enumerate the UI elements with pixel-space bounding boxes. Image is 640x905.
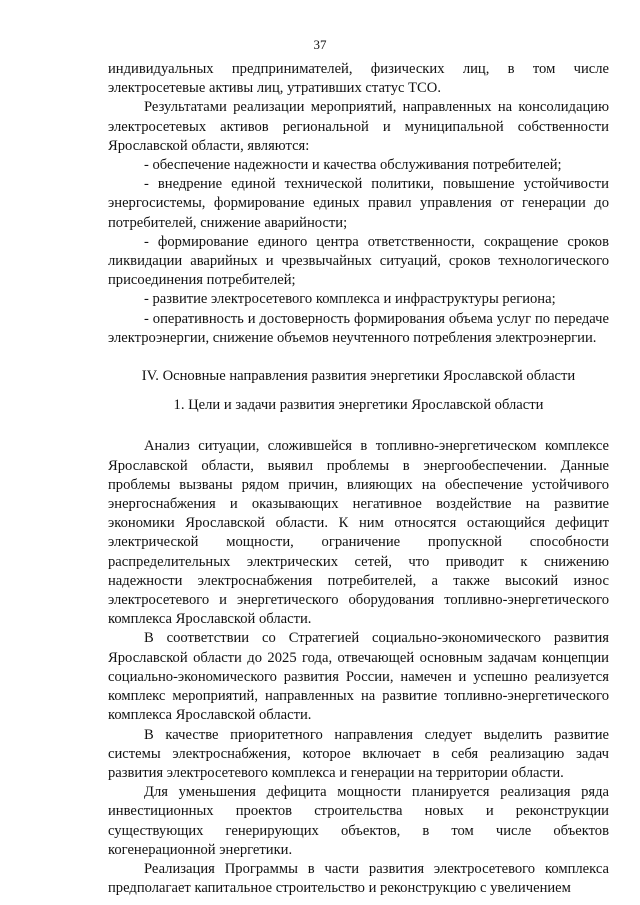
paragraph: Для уменьшения дефицита мощности планируется реализация ряда инвестиционных проектов строительства новых и реконструкции существующих генерирующих объектов, в том числе объектов когенерационной энергетики.: [108, 784, 609, 858]
list-item: - обеспечение надежности и качества обслуживания потребителей;: [144, 157, 562, 174]
paragraph: В соответствии со Стратегией социально-экономического развития Ярославской области до 2025 года, отвечающей основным задачам концепции социально-экономического развития России, намечен и успешно реализуется комплекс мероприятий, направленных на развитие топливно-энергетического комплекса Ярославской области.: [108, 630, 609, 724]
paragraph: В качестве приоритетного направления следует выделить развитие системы электроснабжения, которое включает в себя реализацию задач развития электросетевого комплекса и генерации на территории области.: [108, 726, 609, 781]
list-item: - внедрение единой технической политики, повышение устойчивости энергосистемы, формирование единых правил управления от генерации до потребителей, снижение аварийности;: [108, 176, 609, 231]
paragraph: индивидуальных предпринимателей, физических лиц, в том числе электросетевые активы лиц, утративших статус ТСО.: [108, 61, 609, 97]
paragraph: Результатами реализации мероприятий, направленных на консолидацию электросетевых активов региональной и муниципальной собственности Ярославской области, являются:: [108, 99, 609, 154]
list-item: - развитие электросетевого комплекса и инфраструктуры региона;: [144, 291, 556, 308]
list-item: - формирование единого центра ответственности, сокращение сроков ликвидации аварийных и чрезвычайных ситуаций, сроков технологического присоединения потребителей;: [108, 233, 609, 289]
document-body: [108, 60, 609, 898]
paragraph: Анализ ситуации, сложившейся в топливно-энергетическом комплексе Ярославской области, выявил проблемы в энергообеспечении. Данные проблемы вызваны рядом причин, влияющих на обеспечение устойчивого энергоснабжения и оказывающих негативное воздействие на развитие экономики Ярославской области. К ним относятся остающийся дефицит электрической мощности, ограничение пропускной способности распределительных электрических сетей, что приводит к снижению надежности электроснабжения потребителей, а также высокий износ электросетевого и энергетического оборудования топливно-энергетического комплекса Ярославской области.: [108, 438, 609, 628]
page-number: 37: [313, 37, 327, 52]
section-heading: IV. Основные направления развития энергетики Ярославской области: [141, 368, 576, 385]
subsection-heading: 1. Цели и задачи развития энергетики Ярославской области: [173, 397, 544, 414]
list-item: - оперативность и достоверность формирования объема услуг по передаче электроэнергии, снижение объемов неучтенного потребления электроэнергии.: [108, 310, 609, 346]
paragraph: Реализация Программы в части развития электросетевого комплекса предполагает капитальное строительство и реконструкцию с увеличением: [108, 860, 609, 897]
